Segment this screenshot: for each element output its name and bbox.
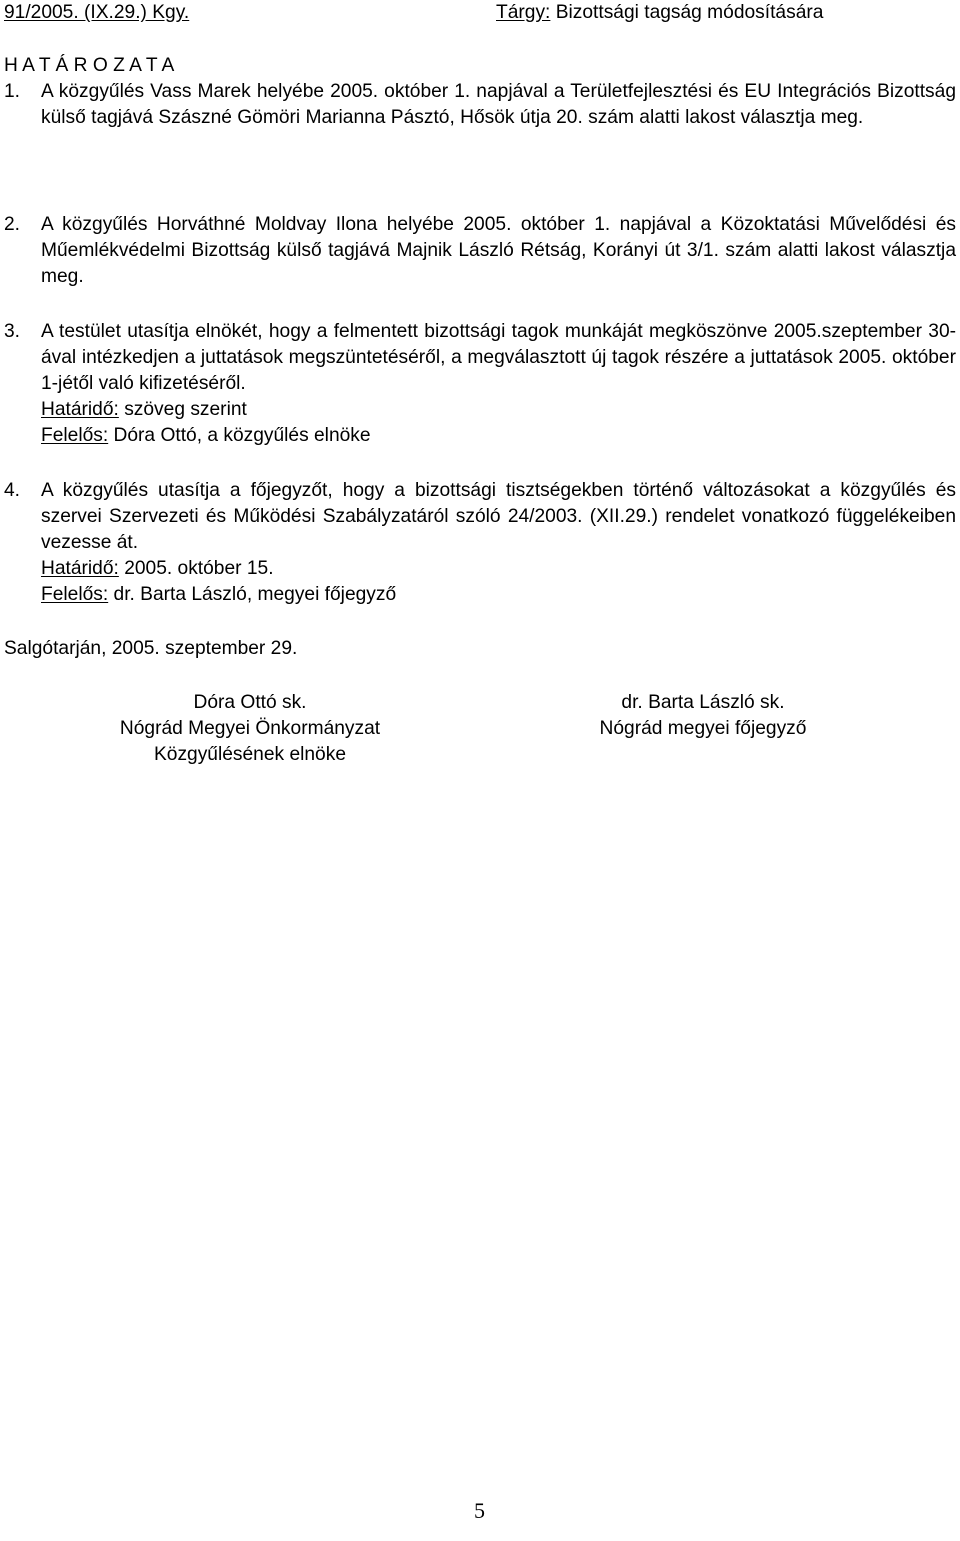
signature-block-chair — [70, 690, 430, 768]
deadline-line — [41, 556, 956, 582]
item-number: 3. — [4, 321, 21, 342]
item-number: 4. — [4, 480, 21, 501]
subject-line — [496, 2, 823, 24]
subject-label: Tárgy: — [496, 2, 551, 23]
resolution-item-4 — [4, 478, 956, 608]
place-date: Salgótarján, 2005. szeptember 29. — [4, 638, 298, 659]
signature-title-line1: Nógrád Megyei Önkormányzat — [119, 718, 381, 739]
item-number: 1. — [4, 81, 21, 102]
deadline-label: Határidő: — [41, 399, 119, 420]
responsible-value: Dóra Ottó, a közgyűlés elnöke — [108, 425, 371, 446]
item-text: A közgyűlés utasítja a főjegyzőt, hogy a bizottsági tisztségekben történő változásokat a közgyűlés és szervei Szervezeti és Működési Szabályzatáról szóló 24/2003. (XII.29.) rendelet vonatkozó függelékeiben vezesse át. — [41, 480, 956, 553]
page-number: 5 — [474, 1498, 485, 1523]
responsible-label: Felelős: — [41, 584, 109, 605]
responsible-label: Felelős: — [41, 425, 109, 446]
responsible-line — [41, 423, 956, 449]
signature-title-line2: Közgyűlésének elnöke — [153, 744, 346, 765]
resolution-item-3 — [4, 319, 956, 449]
deadline-value: szöveg szerint — [118, 399, 247, 420]
responsible-value: dr. Barta László, megyei főjegyző — [108, 584, 397, 605]
deadline-label: Határidő: — [41, 558, 119, 579]
signature-title-line1: Nógrád megyei főjegyző — [599, 718, 807, 739]
signature-block-notary — [528, 690, 878, 742]
signature-name: dr. Barta László sk. — [621, 692, 785, 713]
resolution-item-2 — [4, 212, 956, 290]
deadline-line — [41, 397, 956, 423]
resolution-reference: 91/2005. (IX.29.) Kgy. — [4, 2, 190, 23]
item-text: A közgyűlés Vass Marek helyébe 2005. október 1. napjával a Területfejlesztési és EU Integrációs Bizottság külső tagjává Szászné Gömöri Marianna Pásztó, Hősök útja 20. szám alatti lakost választja meg. — [41, 81, 956, 128]
document-title: H A T Á R O Z A T A — [4, 55, 175, 76]
item-text: A közgyűlés Horváthné Moldvay Ilona helyébe 2005. október 1. napjával a Közoktatási Művelődési és Műemlékvédelmi Bizottság külső tagjává Majnik László Rétság, Korányi út 3/1. szám alatti lakost választja meg. — [41, 214, 956, 287]
item-text: A testület utasítja elnökét, hogy a felmentett bizottsági tagok munkáját megköszönve 2005.szeptember 30-ával intézkedjen a juttatások megszüntetéséről, a megválasztott új tagok részére a juttatások 2005. október 1-jétől való kifizetéséről. — [41, 321, 956, 394]
responsible-line — [41, 582, 956, 608]
item-number: 2. — [4, 214, 21, 235]
resolution-item-1 — [4, 79, 956, 131]
signature-name: Dóra Ottó sk. — [193, 692, 307, 713]
deadline-value: 2005. október 15. — [118, 558, 274, 579]
subject-text: Bizottsági tagság módosítására — [550, 2, 824, 23]
